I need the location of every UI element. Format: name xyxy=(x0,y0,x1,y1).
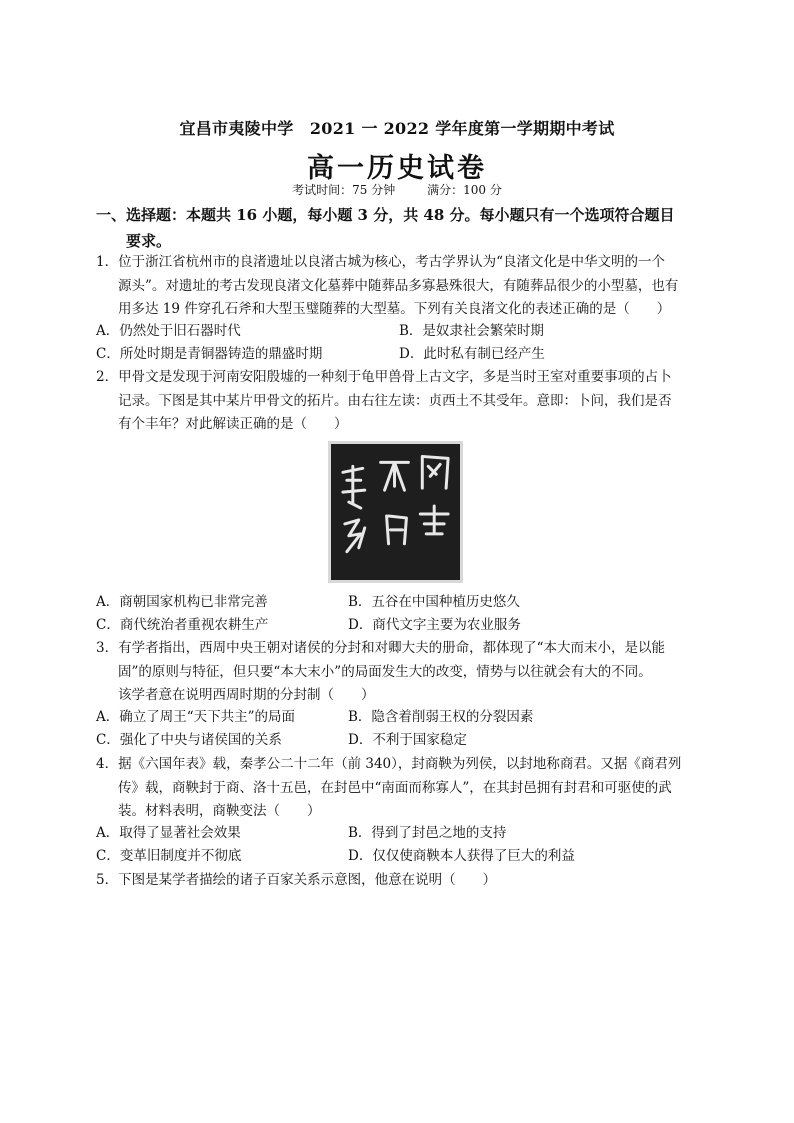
question-3-options-cd xyxy=(96,729,706,752)
question-3-option-d[interactable]: D．不利于国家稳定 xyxy=(348,732,467,748)
question-3-option-c[interactable]: C．强化了中央与诸侯国的关系 xyxy=(96,732,282,748)
question-2-line1: 2．甲骨文是发现于河南安阳殷墟的一种刻于龟甲兽骨上古文字，多是当时王室对重要事项的占卜 xyxy=(96,369,672,385)
question-4-option-d[interactable]: D．仅仅使商鞅本人获得了巨大的利益 xyxy=(348,848,575,864)
oracle-bone-glyphs xyxy=(331,444,460,580)
question-1-options-cd xyxy=(96,343,706,366)
question-4-line2: 传》载，商鞅封于商、洛十五邑，在封邑中“南面而称寡人”，在其封邑拥有封君和可驱使的武 xyxy=(118,779,672,796)
section-heading xyxy=(96,202,706,254)
school-exam-line: 宜昌市夷陵中学 2021 一 2022 学年度第一学期期中考试 xyxy=(179,119,615,138)
question-5 xyxy=(96,869,706,893)
question-3-option-b[interactable]: B．隐含着削弱王权的分裂因素 xyxy=(348,709,534,725)
question-1-option-b[interactable]: B．是奴隶社会繁荣时期 xyxy=(399,323,544,339)
question-1-option-d[interactable]: D．此时私有制已经产生 xyxy=(399,346,545,362)
question-4-line3: 装。材料表明，商鞅变法（ ） xyxy=(118,803,321,819)
question-4 xyxy=(96,753,706,824)
question-1-options-ab xyxy=(96,320,706,343)
section-heading-line2: 要求。 xyxy=(126,232,172,250)
question-4-option-b[interactable]: B．得到了封邑之地的支持 xyxy=(348,825,507,841)
question-4-line1: 4．据《六国年表》载，秦孝公二十二年（前 340），封商鞅为列侯，以封地称商君。又据《商君列 xyxy=(96,756,682,772)
question-5-line1: 5．下图是某学者描绘的诸子百家关系示意图，他意在说明（ ） xyxy=(96,872,497,888)
question-2-line2: 记录。下图是其中某片甲骨文的拓片。由右往左读：贞西土不其受年。意即：卜问，我们是否 xyxy=(118,392,672,409)
question-3-line1: 3．有学者指出，西周中央王朝对诸侯的分封和对卿大夫的册命，都体现了“本大而末小，是以能 xyxy=(96,640,665,656)
question-2-option-b[interactable]: B．五谷在中国种植历史悠久 xyxy=(348,594,520,610)
question-2-options-ab xyxy=(96,591,706,614)
question-1-option-a[interactable]: A．仍然处于旧石器时代 xyxy=(96,323,241,339)
question-4-option-c[interactable]: C．变革旧制度并不彻底 xyxy=(96,848,242,864)
paper-title: 高一历史试卷 xyxy=(307,153,487,184)
question-2 xyxy=(96,366,706,437)
question-2-option-d[interactable]: D．商代文字主要为农业服务 xyxy=(348,617,521,633)
question-4-options-ab xyxy=(96,822,706,845)
exam-info xyxy=(0,181,794,198)
exam-score: 满分：100 分 xyxy=(427,183,502,197)
question-2-line3: 有个丰年？对此解读正确的是（ ） xyxy=(118,416,348,432)
question-3 xyxy=(96,637,706,708)
question-1-line3: 用多达 19 件穿孔石斧和大型玉璧随葬的大型墓。下列有关良渚文化的表述正确的是（ ） xyxy=(118,301,671,317)
question-4-options-cd xyxy=(96,845,706,868)
question-2-options-cd xyxy=(96,614,706,637)
question-1-line2: 源头”。对遗址的考古发现良渚文化墓葬中随葬品多寡悬殊很大，有随葬品很少的小型墓，也有 xyxy=(118,277,679,294)
question-1-option-c[interactable]: C．所处时期是青铜器铸造的鼎盛时期 xyxy=(96,346,323,362)
oracle-bone-rubbing-image xyxy=(328,441,463,583)
question-3-options-ab xyxy=(96,706,706,729)
exam-time: 考试时间：75 分钟 xyxy=(292,183,396,197)
question-2-option-a[interactable]: A．商朝国家机构已非常完善 xyxy=(96,594,268,610)
question-3-line3: 该学者意在说明西周时期的分封制（ ） xyxy=(118,687,375,703)
question-3-option-a[interactable]: A．确立了周王“天下共主”的局面 xyxy=(96,709,296,725)
question-1-line1: 1．位于浙江省杭州市的良渚遗址以良渚古城为核心，考古学界认为“良渚文化是中华文明的一个 xyxy=(96,254,665,270)
question-3-line2: 固”的原则与特征，但只要“本大末小”的局面发生大的改变，情势与以往就会有大的不同。 xyxy=(118,663,652,680)
question-2-option-c[interactable]: C．商代统治者重视农耕生产 xyxy=(96,617,269,633)
section-heading-line1: 一、选择题：本题共 16 小题，每小题 3 分，共 48 分。每小题只有一个选项符合题目 xyxy=(96,206,675,224)
question-4-option-a[interactable]: A．取得了显著社会效果 xyxy=(96,825,241,841)
question-1 xyxy=(96,251,706,322)
